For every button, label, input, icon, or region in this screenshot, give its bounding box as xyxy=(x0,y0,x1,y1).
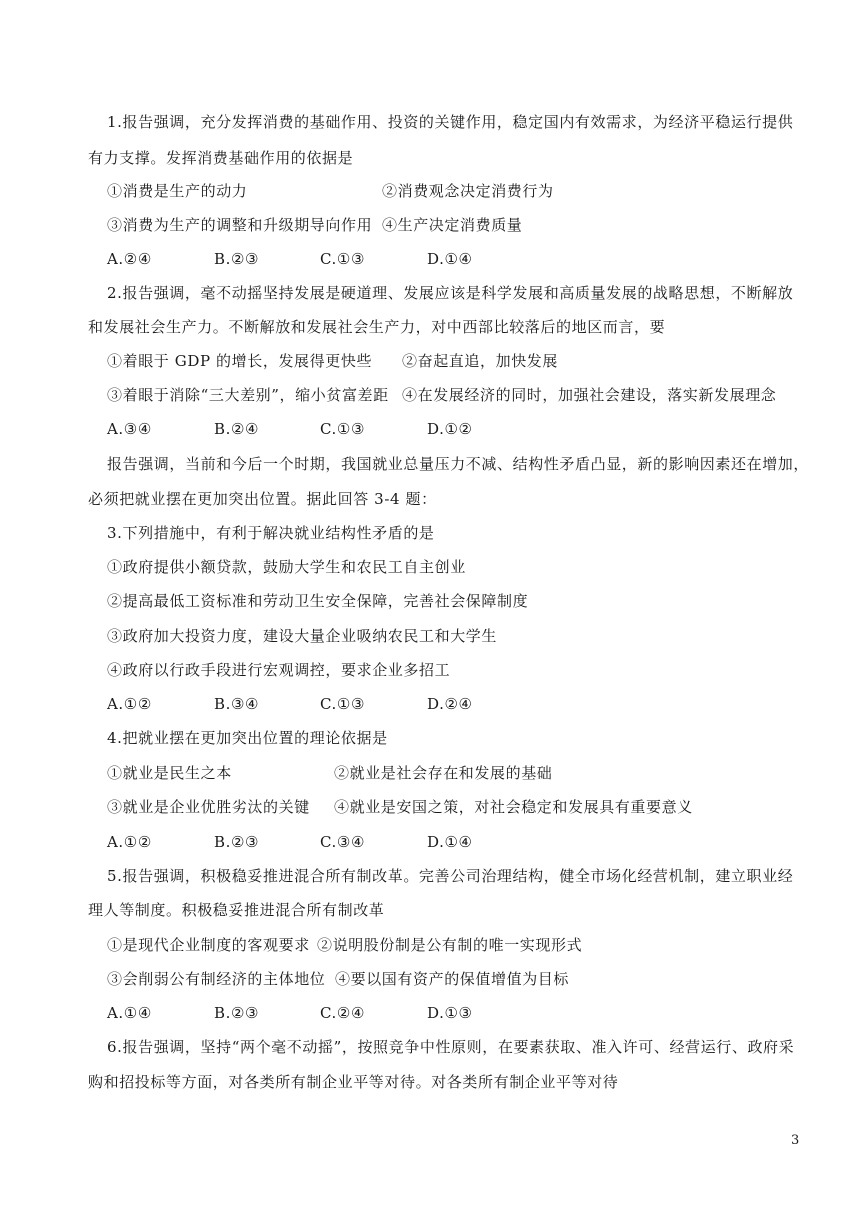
q5-option-2: ②说明股份制是公有制的唯一实现形式 xyxy=(317,936,583,954)
q1-answer-b: B.②③ xyxy=(214,250,260,268)
q5-stem-line2: 理人等制度。积极稳妥推进混合所有制改革 xyxy=(88,901,385,919)
q5-options-row1 xyxy=(107,935,583,955)
q3-answer-b: B.③④ xyxy=(214,695,260,713)
q1-option-4: ④生产决定消费质量 xyxy=(382,216,523,234)
q4-answer-c: C.③④ xyxy=(320,833,366,851)
q1-option-2: ②消费观念决定消费行为 xyxy=(382,182,554,200)
q5-option-3: ③会削弱公有制经济的主体地位 xyxy=(107,970,326,988)
q1-answer-d: D.①④ xyxy=(427,250,473,268)
page-number: 3 xyxy=(791,1133,800,1148)
q3-option-2: ②提高最低工资标准和劳动卫生安全保障，完善社会保障制度 xyxy=(107,592,529,610)
q2-options-row1 xyxy=(107,351,559,371)
q2-stem-line2: 和发展社会生产力。不断解放和发展社会生产力，对中西部比较落后的地区而言，要 xyxy=(88,318,666,336)
q4-answer-a: A.①② xyxy=(107,833,152,851)
q4-option-1: ①就业是民生之本 xyxy=(107,764,232,782)
q3-stem: 3.下列措施中，有利于解决就业结构性矛盾的是 xyxy=(107,524,435,542)
q2-stem-line1: 2.报告强调，毫不动摇坚持发展是硬道理、发展应该是科学发展和高质量发展的战略思想，不断解放 xyxy=(107,284,794,302)
q1-options-row1 xyxy=(107,181,554,201)
q1-stem-line2: 有力支撑。发挥消费基础作用的依据是 xyxy=(88,149,354,167)
q6-stem-line1: 6.报告强调，坚持“两个毫不动摇”，按照竞争中性原则，在要素获取、准入许可、经营运行、政府采 xyxy=(107,1038,795,1056)
q5-answer-b: B.②③ xyxy=(214,1004,260,1022)
intro-line2: 必须把就业摆在更加突出位置。据此回答 3-4 题： xyxy=(88,490,437,508)
q4-stem: 4.把就业摆在更加突出位置的理论依据是 xyxy=(107,729,388,747)
q2-options-row2 xyxy=(107,385,777,405)
q2-answer-c: C.①③ xyxy=(320,420,366,438)
q4-answer-b: B.②③ xyxy=(214,833,260,851)
q4-options-row2 xyxy=(107,797,693,817)
q4-option-3: ③就业是企业优胜劣汰的关键 xyxy=(107,798,310,816)
q4-option-4: ④就业是安国之策，对社会稳定和发展具有重要意义 xyxy=(334,798,693,816)
intro-line1: 报告强调，当前和今后一个时期，我国就业总量压力不减、结构性矛盾凸显，新的影响因素还在增加， xyxy=(107,455,810,473)
q2-option-4: ④在发展经济的同时，加强社会建设，落实新发展理念 xyxy=(402,386,777,404)
q3-answer-d: D.②④ xyxy=(427,695,473,713)
q2-option-2: ②奋起直追，加快发展 xyxy=(402,352,559,370)
q4-option-2: ②就业是社会存在和发展的基础 xyxy=(334,764,553,782)
q3-answer-a: A.①② xyxy=(107,695,152,713)
q3-option-1: ①政府提供小额贷款，鼓励大学生和农民工自主创业 xyxy=(107,558,466,576)
q5-answer-a: A.①④ xyxy=(107,1004,152,1022)
q4-options-row1 xyxy=(107,763,553,783)
q1-answer-c: C.①③ xyxy=(320,250,366,268)
q6-stem-line2: 购和招投标等方面，对各类所有制企业平等对待。对各类所有制企业平等对待 xyxy=(88,1073,619,1091)
q3-option-3: ③政府加大投资力度，建设大量企业吸纳农民工和大学生 xyxy=(107,627,498,645)
q5-option-4: ④要以国有资产的保值增值为目标 xyxy=(335,970,570,988)
q2-answer-b: B.②④ xyxy=(214,420,260,438)
q2-option-3: ③着眼于消除“三大差别”，缩小贫富差距 xyxy=(107,386,389,404)
q3-option-4: ④政府以行政手段进行宏观调控，要求企业多招工 xyxy=(107,661,451,679)
q4-answer-d: D.①④ xyxy=(427,833,473,851)
q2-answer-d: D.①② xyxy=(427,420,473,438)
q5-answer-c: C.②④ xyxy=(320,1004,366,1022)
q1-option-1: ①消费是生产的动力 xyxy=(107,182,248,200)
q1-stem-line1: 1.报告强调，充分发挥消费的基础作用、投资的关键作用，稳定国内有效需求，为经济平稳运行提供 xyxy=(107,113,794,131)
q2-option-1: ①着眼于 GDP 的增长，发展得更快些 xyxy=(107,352,373,370)
q1-answer-a: A.②④ xyxy=(107,250,152,268)
q5-stem-line1: 5.报告强调，积极稳妥推进混合所有制改革。完善公司治理结构，健全市场化经营机制，建立职业经 xyxy=(107,867,794,885)
q2-answer-a: A.③④ xyxy=(107,420,152,438)
q5-options-row2 xyxy=(107,969,570,989)
q1-options-row2 xyxy=(107,215,523,235)
q5-option-1: ①是现代企业制度的客观要求 xyxy=(107,936,310,954)
q3-answer-c: C.①③ xyxy=(320,695,366,713)
q1-option-3: ③消费为生产的调整和升级期导向作用 xyxy=(107,216,373,234)
q5-answer-d: D.①③ xyxy=(427,1004,473,1022)
